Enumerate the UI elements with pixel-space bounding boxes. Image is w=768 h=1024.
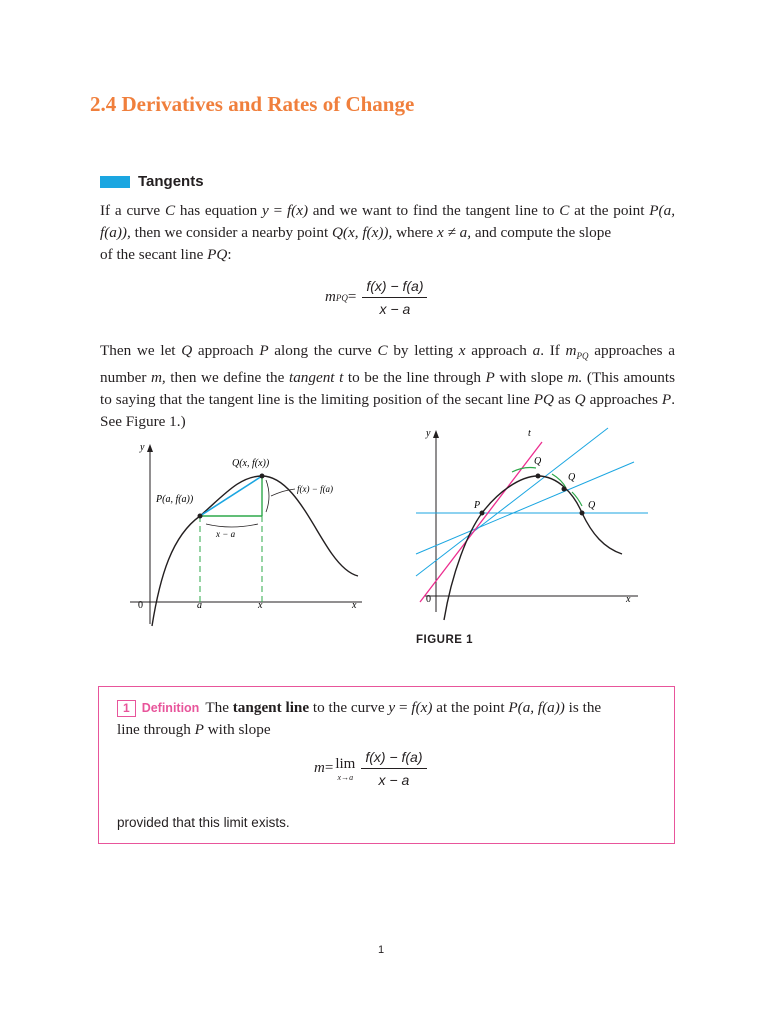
paragraph-limit: Then we let Q approach P along the curve C by letting x approach a. If $m_{PQ}$ approaches a number m, then we define the tangent t to be the line through P with slope m. (This amounts to saying that the tangent line is the limiting position of the secant line PQ as Q approaches P. See Figure 1.) [100, 342, 676, 431]
Q1-label: Q [534, 456, 542, 467]
Q3-label: Q [588, 500, 596, 511]
approach-arrow-1 [512, 468, 536, 473]
y-axis-arrow-icon [433, 430, 439, 438]
y-axis-label: y [426, 428, 431, 439]
figure-secant-diagram [100, 436, 380, 630]
definition-number: 1 [117, 700, 136, 717]
derivative-limit-equation: m = lim x→a $\frac{f(x) - f(a)}{x - a}$ [314, 749, 427, 788]
definition-closing: provided that this limit exists. [117, 815, 290, 830]
figure-tangent-limit-diagram [412, 422, 652, 622]
rise-label: f(x) − f(a) [297, 484, 334, 494]
x-tick-label: x [258, 600, 263, 611]
secant-line [200, 476, 262, 516]
point-Q [260, 474, 265, 479]
run-brace [206, 524, 258, 527]
section-title: 2.4 Derivatives and Rates of Change [90, 92, 415, 116]
Q2-label: Q [568, 472, 576, 483]
page-number: 1 [378, 944, 385, 956]
secant-slope-equation: m PQ = $\frac{f(x) - f(a)}{x - a}$ [325, 278, 427, 317]
point-Q3 [580, 511, 585, 516]
tangent-line [420, 442, 542, 602]
P-label: P [474, 500, 481, 511]
paragraph-intro: If a curve C has equation y = f(x) and we want to find the tangent line to C at the point P(a, f(a)), then we consider a nearby point Q(x, f(x)), where x ≠ a, and compute the slope of the secant line PQ: [100, 202, 675, 263]
x-axis-label: x [626, 594, 631, 605]
point-P [198, 514, 203, 519]
point-P [480, 511, 485, 516]
origin-label: 0 [138, 600, 143, 611]
definition-word: Definition [141, 701, 200, 715]
definition-text: 1 Definition The tangent line to the curve y = f(x) at the point P(a, f(a)) is the line through P with slope [117, 699, 602, 738]
definition-box [98, 686, 675, 844]
rise-brace [266, 480, 269, 512]
origin-label: 0 [426, 594, 431, 605]
Q-label: Q(x, f(x)) [232, 458, 270, 469]
a-tick-label: a [197, 600, 202, 611]
curve [444, 476, 622, 620]
t-label: t [528, 428, 531, 439]
x-axis-label: x [352, 600, 357, 611]
subsection-marker [100, 176, 130, 188]
figure-caption: FIGURE 1 [416, 634, 474, 646]
point-Q2 [562, 487, 567, 492]
point-Q1 [536, 474, 541, 479]
P-label: P(a, f(a)) [156, 494, 194, 505]
run-label: x − a [216, 529, 236, 539]
subsection-title: Tangents [138, 173, 204, 190]
y-axis-label: y [140, 442, 145, 453]
y-axis-arrow-icon [147, 444, 153, 452]
